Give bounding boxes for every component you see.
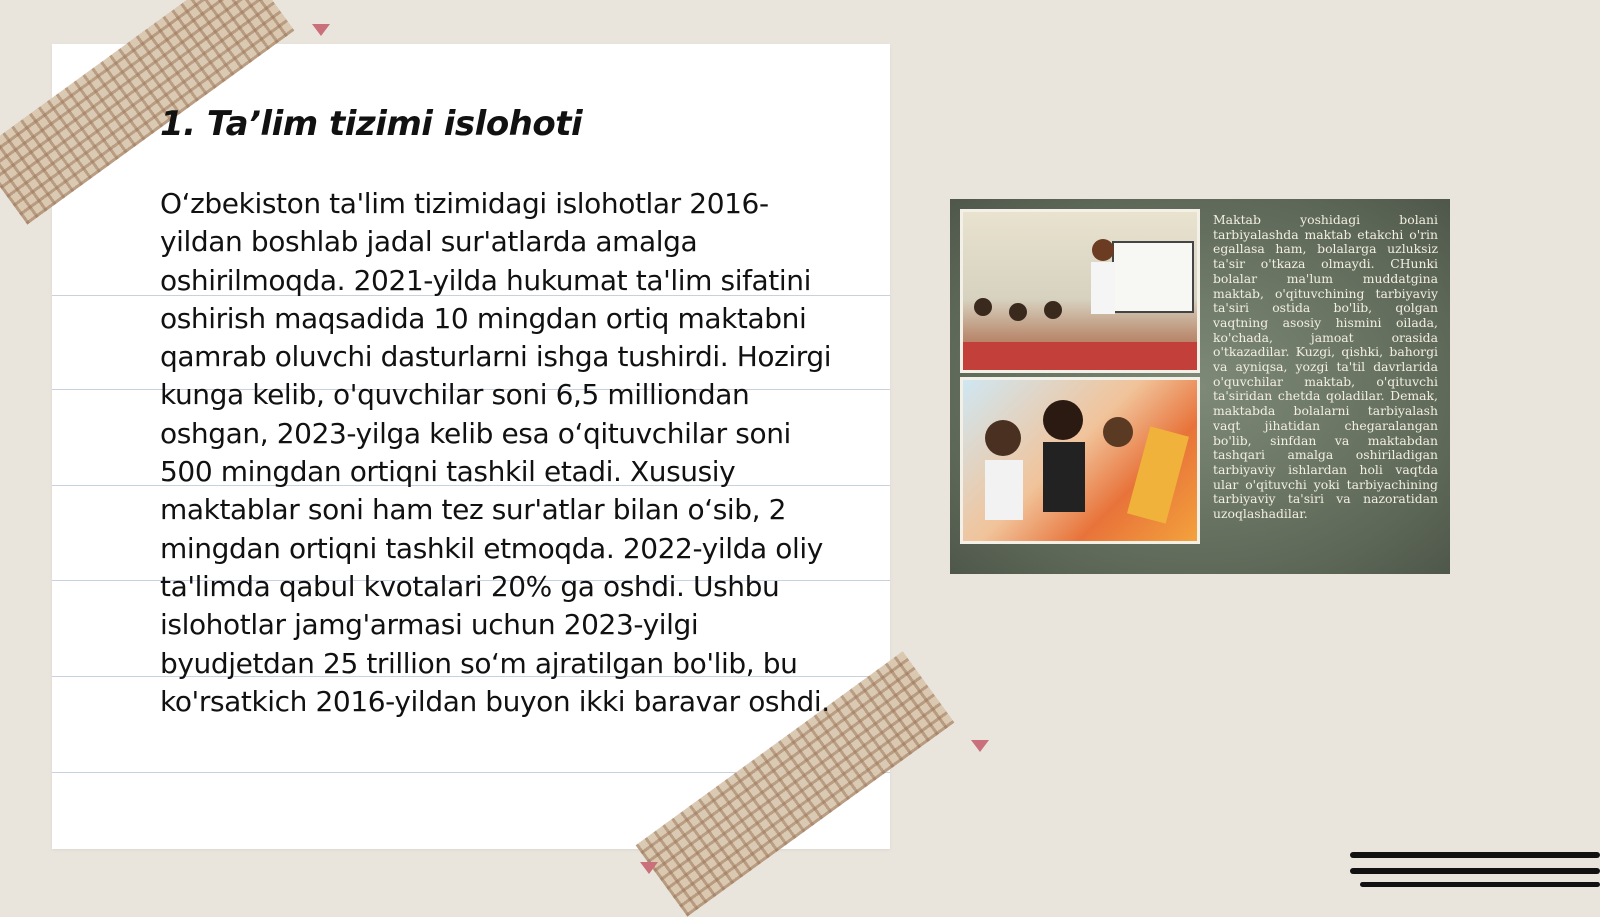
classroom-photo [960, 209, 1200, 373]
slide-body-text: O‘zbekiston ta'lim tizimidagi islohotlar 2016-yildan boshlab jadal sur'atlarda amalga oshirilmoqda. 2021-yilda hukumat ta'lim sifatini oshirish maqsadida 10 mingdan ortiq maktabni qamrab oluvchi dasturlarni ishga tushirdi. Hozirgi kunga kelib, o'quvchilar soni 6,5 milliondan oshgan, 2023-yilga kelib esa o‘qituvchilar soni 500 mingdan ortiqni tashkil etadi. Xususiy maktablar soni ham tez sur'atlar bilan o‘sib, 2 mingdan ortiqni tashkil etmoqda. 2022-yilda oliy ta'limda qabul kvotalari 20% ga oshdi. Ushbu islohotlar jamg'armasi uchun 2023-yilgi byudjetdan 25 trillion so‘m ajratilgan bo'lib, bu ko'rsatkich 2016-yildan buyon ikki baravar oshdi. [160, 187, 832, 718]
slide-title: 1. Ta’lim tizimi islohoti [160, 104, 583, 144]
chalkboard-image [950, 199, 1450, 574]
brush-stroke-decoration [1360, 882, 1600, 887]
brush-stroke-decoration [1350, 868, 1600, 874]
pin-bottom-left-icon [640, 862, 658, 874]
board-text: Maktab yoshidagi bolani tarbiyalashda maktab etakchi o'rin egallasa ham, bolalarga uzluksiz ta'sir o'tkaza olmaydi. CHunki bolalar ma'lum muddatgina maktab, o'qituvchining tarbiyaviy ta'siri ostida bo'lib, qolgan vaqtning asosiy hismini oilada, ko'chada, jamoat orasida o'tkazadilar. Kuzgi, qishki, bahorgi va ayniqsa, yozgi ta'til davrlarida o'quvchilar maktab, o'qituvchi ta'siridan chetda qoladilar. Demak, maktabda bolalarni tarbiyalash vaqt jihatidan chegaralangan bo'lib, sinfdan va maktabdan tashqari amalga oshiriladigan tarbiyaviy ishlardan holi vaqtda ular o'qituvchi yoki tarbiyachining tarbiyaviy ta'siri va nazoratidan uzoqlashadilar. [1213, 212, 1438, 522]
teacher-children-illustration-icon [963, 380, 1197, 541]
pin-top-icon [312, 24, 330, 36]
children-photo [960, 377, 1200, 544]
brush-stroke-decoration [1350, 852, 1600, 858]
pin-bottom-right-icon [971, 740, 989, 752]
teacher-class-illustration-icon [963, 212, 1197, 370]
